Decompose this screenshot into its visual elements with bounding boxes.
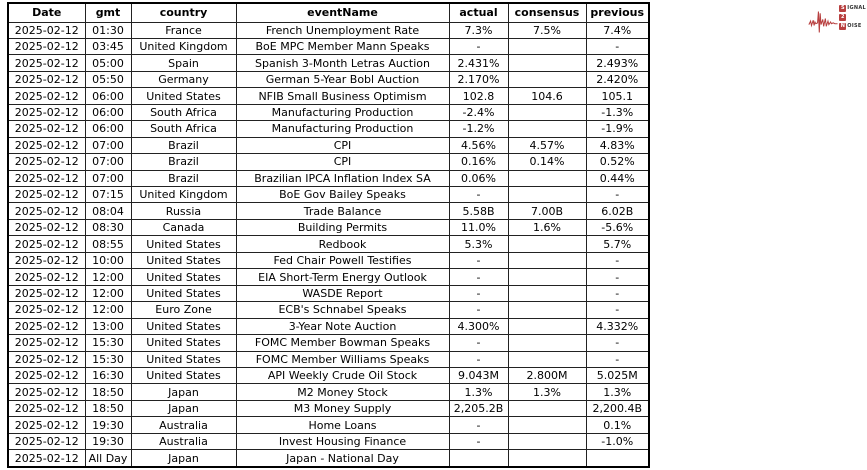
cell-previous: 0.1% [586, 417, 649, 433]
cell-actual: 2.170% [449, 71, 508, 87]
logo-rest-oise: OISE [847, 23, 862, 29]
cell-country: Japan [131, 384, 236, 400]
cell-consensus [508, 351, 586, 367]
cell-previous: 6.02B [586, 203, 649, 219]
table-row [8, 368, 649, 384]
cell-previous: - [586, 38, 649, 54]
cell-event-name: German 5-Year Bobl Auction [236, 71, 449, 87]
cell-country: United States [131, 269, 236, 285]
cell-gmt: 08:04 [85, 203, 131, 219]
cell-consensus: 2.800M [508, 368, 586, 384]
cell-gmt: 12:00 [85, 285, 131, 301]
logo-badge-s: S [840, 4, 845, 11]
cell-event-name: 3-Year Note Auction [236, 318, 449, 334]
col-header-consensus: consensus [508, 3, 586, 22]
cell-consensus: 104.6 [508, 88, 586, 104]
col-header-actual: actual [449, 3, 508, 22]
logo-text [839, 4, 866, 30]
cell-previous [586, 450, 649, 467]
cell-actual: 0.16% [449, 154, 508, 170]
logo-badge-n: N [840, 22, 845, 29]
cell-event-name: CPI [236, 154, 449, 170]
cell-date: 2025-02-12 [8, 252, 85, 268]
cell-actual: 1.3% [449, 384, 508, 400]
cell-date: 2025-02-12 [8, 400, 85, 416]
logo-line-2 [839, 13, 866, 21]
cell-previous: 5.025M [586, 368, 649, 384]
cell-consensus: 1.3% [508, 384, 586, 400]
cell-event-name: Trade Balance [236, 203, 449, 219]
cell-consensus: 0.14% [508, 154, 586, 170]
table-row [8, 433, 649, 449]
col-header-country: country [131, 3, 236, 22]
cell-date: 2025-02-12 [8, 269, 85, 285]
table-row [8, 335, 649, 351]
cell-actual: -1.2% [449, 121, 508, 137]
cell-country: Brazil [131, 170, 236, 186]
cell-previous: -1.3% [586, 104, 649, 120]
cell-gmt: 07:00 [85, 170, 131, 186]
table-row [8, 400, 649, 416]
cell-previous: - [586, 335, 649, 351]
cell-date: 2025-02-12 [8, 384, 85, 400]
cell-previous: 2,200.4B [586, 400, 649, 416]
cell-event-name: CPI [236, 137, 449, 153]
cell-previous: 0.52% [586, 154, 649, 170]
cell-gmt: 08:30 [85, 219, 131, 235]
cell-consensus [508, 252, 586, 268]
cell-actual: 5.58B [449, 203, 508, 219]
cell-previous: 1.3% [586, 384, 649, 400]
cell-gmt: 06:00 [85, 88, 131, 104]
cell-country: Australia [131, 417, 236, 433]
cell-consensus: 7.5% [508, 22, 586, 38]
cell-country: Germany [131, 71, 236, 87]
cell-country: United States [131, 236, 236, 252]
cell-actual: - [449, 187, 508, 203]
table-row [8, 137, 649, 153]
cell-date: 2025-02-12 [8, 417, 85, 433]
cell-event-name: ECB's Schnabel Speaks [236, 302, 449, 318]
cell-country: Russia [131, 203, 236, 219]
cell-actual: 2,205.2B [449, 400, 508, 416]
cell-consensus [508, 433, 586, 449]
cell-event-name: BoE MPC Member Mann Speaks [236, 38, 449, 54]
cell-country: Japan [131, 450, 236, 467]
col-header-previous: previous [586, 3, 649, 22]
waveform-icon [808, 7, 839, 37]
table-row [8, 302, 649, 318]
cell-gmt: 15:30 [85, 351, 131, 367]
cell-event-name: M3 Money Supply [236, 400, 449, 416]
logo-line-noise [839, 22, 866, 30]
cell-date: 2025-02-12 [8, 203, 85, 219]
cell-gmt: 07:15 [85, 187, 131, 203]
logo-rest-ignal: IGNAL [847, 5, 866, 11]
cell-previous: 7.4% [586, 22, 649, 38]
cell-gmt: 10:00 [85, 252, 131, 268]
cell-consensus [508, 318, 586, 334]
cell-previous: - [586, 187, 649, 203]
cell-actual: 4.300% [449, 318, 508, 334]
cell-actual: 0.06% [449, 170, 508, 186]
cell-gmt: 12:00 [85, 269, 131, 285]
cell-country: United States [131, 335, 236, 351]
signal-to-noise-logo [808, 3, 866, 39]
table-row [8, 219, 649, 235]
cell-gmt: 01:30 [85, 22, 131, 38]
table-row [8, 170, 649, 186]
calendar-table-body [8, 22, 649, 467]
cell-previous: - [586, 285, 649, 301]
table-header [8, 3, 649, 22]
cell-date: 2025-02-12 [8, 219, 85, 235]
cell-actual: 4.56% [449, 137, 508, 153]
cell-date: 2025-02-12 [8, 55, 85, 71]
cell-gmt: 05:00 [85, 55, 131, 71]
table-row [8, 318, 649, 334]
cell-date: 2025-02-12 [8, 450, 85, 467]
cell-actual: - [449, 433, 508, 449]
cell-country: United States [131, 368, 236, 384]
cell-event-name: Redbook [236, 236, 449, 252]
table-row [8, 450, 649, 467]
cell-event-name: Home Loans [236, 417, 449, 433]
cell-date: 2025-02-12 [8, 170, 85, 186]
table-row [8, 154, 649, 170]
cell-previous: 4.83% [586, 137, 649, 153]
cell-date: 2025-02-12 [8, 335, 85, 351]
cell-country: United States [131, 351, 236, 367]
cell-country: Spain [131, 55, 236, 71]
cell-gmt: 18:50 [85, 400, 131, 416]
cell-date: 2025-02-12 [8, 318, 85, 334]
cell-actual: - [449, 252, 508, 268]
economic-calendar-table [7, 2, 650, 468]
cell-event-name: Invest Housing Finance [236, 433, 449, 449]
cell-gmt: 07:00 [85, 137, 131, 153]
cell-event-name: WASDE Report [236, 285, 449, 301]
cell-consensus [508, 236, 586, 252]
header-row [8, 3, 649, 22]
cell-gmt: All Day [85, 450, 131, 467]
cell-consensus: 1.6% [508, 219, 586, 235]
cell-event-name: Spanish 3-Month Letras Auction [236, 55, 449, 71]
cell-previous: - [586, 302, 649, 318]
cell-date: 2025-02-12 [8, 236, 85, 252]
cell-gmt: 19:30 [85, 433, 131, 449]
cell-event-name: FOMC Member Williams Speaks [236, 351, 449, 367]
table-row [8, 384, 649, 400]
cell-date: 2025-02-12 [8, 351, 85, 367]
cell-gmt: 18:50 [85, 384, 131, 400]
table-row [8, 236, 649, 252]
cell-country: United Kingdom [131, 38, 236, 54]
cell-country: United States [131, 285, 236, 301]
cell-previous: - [586, 252, 649, 268]
cell-country: United States [131, 88, 236, 104]
cell-consensus [508, 417, 586, 433]
cell-gmt: 15:30 [85, 335, 131, 351]
cell-event-name: Building Permits [236, 219, 449, 235]
cell-consensus [508, 400, 586, 416]
cell-previous: 4.332% [586, 318, 649, 334]
cell-country: Canada [131, 219, 236, 235]
cell-consensus: 4.57% [508, 137, 586, 153]
table-row [8, 252, 649, 268]
cell-date: 2025-02-12 [8, 22, 85, 38]
cell-country: South Africa [131, 121, 236, 137]
cell-gmt: 19:30 [85, 417, 131, 433]
cell-country: Brazil [131, 154, 236, 170]
cell-date: 2025-02-12 [8, 104, 85, 120]
cell-actual: - [449, 285, 508, 301]
table-row [8, 104, 649, 120]
cell-consensus [508, 450, 586, 467]
cell-previous: 5.7% [586, 236, 649, 252]
cell-gmt: 16:30 [85, 368, 131, 384]
cell-actual: -2.4% [449, 104, 508, 120]
cell-date: 2025-02-12 [8, 302, 85, 318]
cell-country: South Africa [131, 104, 236, 120]
cell-actual: - [449, 302, 508, 318]
cell-actual: 11.0% [449, 219, 508, 235]
cell-actual: 102.8 [449, 88, 508, 104]
table-row [8, 417, 649, 433]
cell-event-name: Japan - National Day [236, 450, 449, 467]
cell-consensus [508, 269, 586, 285]
logo-badge-2: 2 [841, 13, 845, 20]
cell-previous: - [586, 351, 649, 367]
cell-date: 2025-02-12 [8, 38, 85, 54]
cell-event-name: EIA Short-Term Energy Outlook [236, 269, 449, 285]
cell-country: Australia [131, 433, 236, 449]
cell-date: 2025-02-12 [8, 187, 85, 203]
cell-actual: 9.043M [449, 368, 508, 384]
cell-actual: 5.3% [449, 236, 508, 252]
cell-date: 2025-02-12 [8, 71, 85, 87]
table-row [8, 38, 649, 54]
cell-consensus [508, 302, 586, 318]
table-row [8, 22, 649, 38]
table-row [8, 71, 649, 87]
cell-gmt: 08:55 [85, 236, 131, 252]
cell-date: 2025-02-12 [8, 137, 85, 153]
cell-event-name: Brazilian IPCA Inflation Index SA [236, 170, 449, 186]
cell-consensus [508, 71, 586, 87]
cell-actual: - [449, 351, 508, 367]
col-header-date: Date [8, 3, 85, 22]
cell-actual [449, 450, 508, 467]
cell-country: Euro Zone [131, 302, 236, 318]
cell-previous: -1.0% [586, 433, 649, 449]
cell-consensus [508, 187, 586, 203]
table-row [8, 187, 649, 203]
cell-previous: 105.1 [586, 88, 649, 104]
cell-country: France [131, 22, 236, 38]
table-row [8, 285, 649, 301]
cell-previous: 2.420% [586, 71, 649, 87]
cell-previous: - [586, 269, 649, 285]
cell-event-name: FOMC Member Bowman Speaks [236, 335, 449, 351]
cell-date: 2025-02-12 [8, 154, 85, 170]
cell-date: 2025-02-12 [8, 285, 85, 301]
cell-gmt: 07:00 [85, 154, 131, 170]
cell-date: 2025-02-12 [8, 88, 85, 104]
cell-consensus [508, 104, 586, 120]
cell-date: 2025-02-12 [8, 368, 85, 384]
cell-date: 2025-02-12 [8, 433, 85, 449]
col-header-event-name: eventName [236, 3, 449, 22]
cell-consensus [508, 55, 586, 71]
table-row [8, 269, 649, 285]
cell-actual: - [449, 38, 508, 54]
cell-gmt: 06:00 [85, 104, 131, 120]
logo-line-signal [839, 4, 866, 12]
table-row [8, 55, 649, 71]
cell-gmt: 12:00 [85, 302, 131, 318]
table-row [8, 351, 649, 367]
cell-previous: 0.44% [586, 170, 649, 186]
cell-actual: 2.431% [449, 55, 508, 71]
cell-gmt: 03:45 [85, 38, 131, 54]
cell-gmt: 05:50 [85, 71, 131, 87]
cell-actual: - [449, 417, 508, 433]
cell-event-name: Manufacturing Production [236, 104, 449, 120]
cell-actual: - [449, 335, 508, 351]
cell-country: Brazil [131, 137, 236, 153]
cell-date: 2025-02-12 [8, 121, 85, 137]
cell-previous: -1.9% [586, 121, 649, 137]
cell-event-name: M2 Money Stock [236, 384, 449, 400]
table-row [8, 88, 649, 104]
cell-gmt: 06:00 [85, 121, 131, 137]
cell-consensus [508, 170, 586, 186]
cell-event-name: NFIB Small Business Optimism [236, 88, 449, 104]
table-row [8, 203, 649, 219]
cell-consensus [508, 38, 586, 54]
cell-actual: - [449, 269, 508, 285]
cell-gmt: 13:00 [85, 318, 131, 334]
col-header-gmt: gmt [85, 3, 131, 22]
cell-previous: 2.493% [586, 55, 649, 71]
cell-event-name: French Unemployment Rate [236, 22, 449, 38]
cell-country: United States [131, 252, 236, 268]
cell-event-name: BoE Gov Bailey Speaks [236, 187, 449, 203]
table-row [8, 121, 649, 137]
cell-country: United States [131, 318, 236, 334]
cell-country: United Kingdom [131, 187, 236, 203]
cell-consensus [508, 121, 586, 137]
cell-actual: 7.3% [449, 22, 508, 38]
cell-previous: -5.6% [586, 219, 649, 235]
cell-event-name: Manufacturing Production [236, 121, 449, 137]
cell-consensus [508, 335, 586, 351]
cell-event-name: API Weekly Crude Oil Stock [236, 368, 449, 384]
cell-consensus [508, 285, 586, 301]
cell-event-name: Fed Chair Powell Testifies [236, 252, 449, 268]
cell-country: Japan [131, 400, 236, 416]
cell-consensus: 7.00B [508, 203, 586, 219]
